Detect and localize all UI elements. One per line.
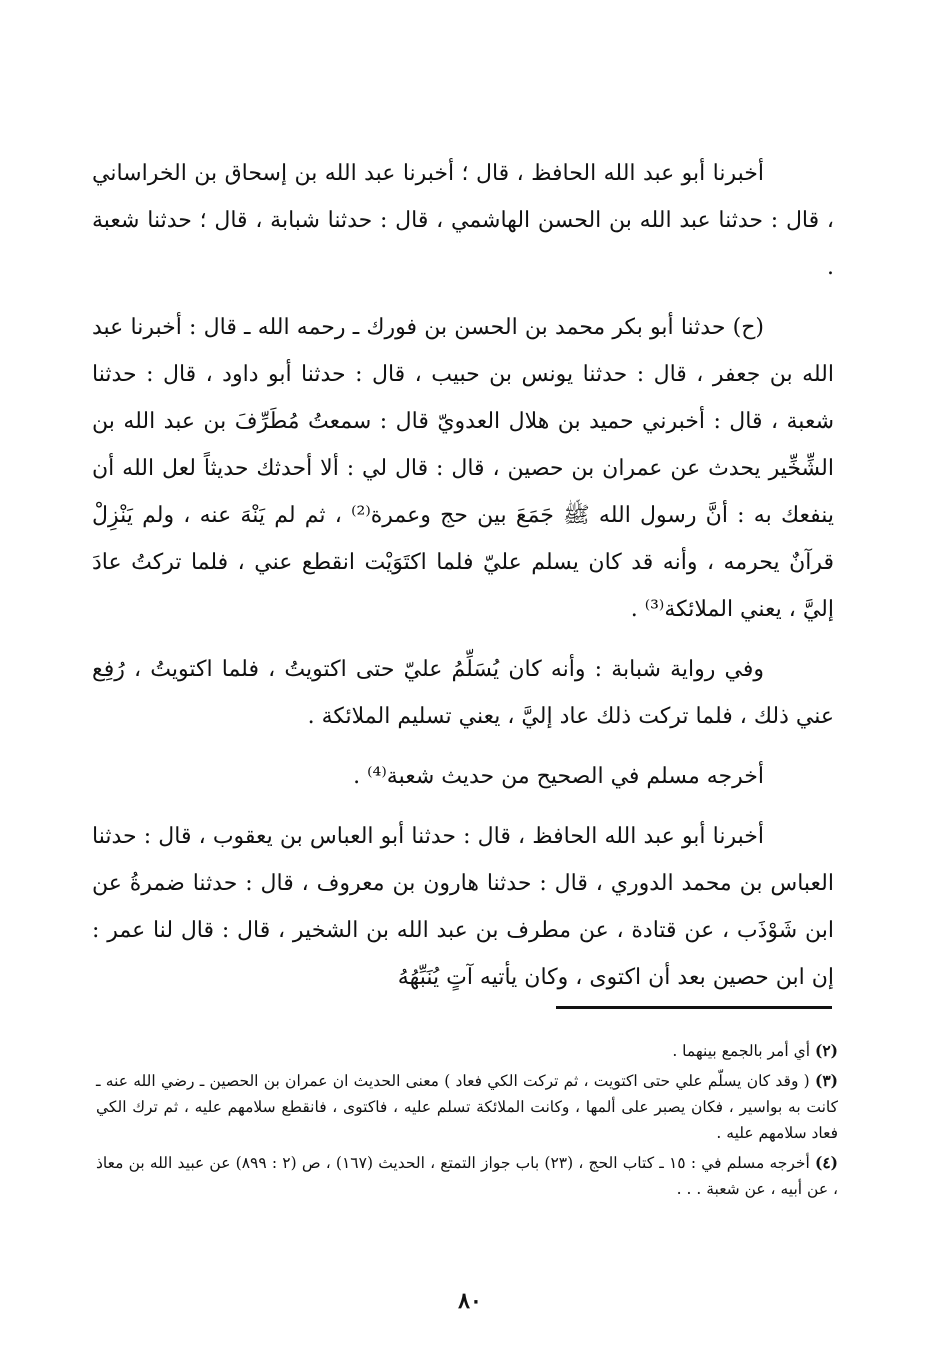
footnote-number: (٢) (814, 1041, 838, 1060)
footnote-number: (٣) (814, 1071, 838, 1090)
paragraph-2: (ح) حدثنا أبو بكر محمد بن الحسن بن فورك ـ رحمه الله ـ قال : أخبرنا عبد الله بن جعفر ، قال : حدثنا يونس بن حبيب ، قال : حدثنا أبو داود ، قال : حدثنا شعبة ، قال : أخبرني حميد بن هلال العدويّ قال : سمعتُ مُطَرِّفَ بن عبد الله بن الشِّخِّير يحدث عن عمران بن حصين ، قال : قال لي : ألا أحدثك حديثاً لعل الله أن ينفعك به : أنَّ رسول الله ﷺ جَمَعَ بين حج وعمرة⁽²⁾ ، ثم لم يَنْهَ عنه ، ولم يَنْزِلْ قرآنٌ يحرمه ، وأنه قد كان يسلم عليّ فلما اكتَوَيْت انقطع عني ، فلما تركتُ عادَ إليَّ ، يعني الملائكة⁽³⁾ . (92, 315, 834, 622)
footnotes (96, 1038, 838, 1206)
footnote-text: أخرجه مسلم في : ١٥ ـ كتاب الحج ، (٢٣) باب جواز التمتع ، الحديث (١٦٧) ، ص (٢ : ٨٩٩) عن عبيد الله بن معاذ ، عن أبيه ، عن شعبة . . . (96, 1154, 838, 1198)
main-text (92, 150, 834, 1014)
page-number: ٨٠ (458, 1288, 482, 1314)
footnote-2 (96, 1038, 838, 1064)
footnote-separator (556, 1006, 832, 1009)
footnote-4 (96, 1150, 838, 1202)
paragraph-5: أخبرنا أبو عبد الله الحافظ ، قال : حدثنا أبو العباس بن يعقوب ، قال : حدثنا العباس بن محمد الدوري ، قال : حدثنا هارون بن معروف ، قال : حدثنا ضمرةُ عن ابن شَوْذَب ، عن قتادة ، عن مطرف بن عبد الله بن الشخير ، قال : قال لنا عمر : إن ابن حصين بعد أن اكتوى ، وكان يأتيه آتٍ يُنَبِّهُهُ (92, 824, 834, 990)
footnote-text: أي أمر بالجمع بينهما . (672, 1042, 811, 1060)
paragraph-3: وفي رواية شبابة : وأنه كان يُسَلِّمُ عليّ حتى اكتويتُ ، فلما اكتويتُ ، رُفِع عني ذلك ، فلما تركت ذلك عاد إليَّ ، يعني تسليم الملائكة . (92, 657, 834, 729)
footnote-3 (96, 1068, 838, 1146)
paragraph-4: أخرجه مسلم في الصحيح من حديث شعبة⁽⁴⁾ . (353, 764, 764, 789)
footnote-number: (٤) (815, 1153, 839, 1172)
paragraph-1: أخبرنا أبو عبد الله الحافظ ، قال ؛ أخبرنا عبد الله بن إسحاق بن الخراساني ، قال : حدثنا عبد الله بن الحسن الهاشمي ، قال : حدثنا شبابة ، قال ؛ حدثنا شعبة . (92, 161, 835, 280)
footnote-text: ( وقد كان يسلّم علي حتى اكتويت ، ثم تركت الكي فعاد ) معنى الحديث ان عمران بن الحصين ـ رضي الله عنه ـ كانت به بواسير ، فكان يصبر على ألمها ، وكانت الملائكة تسلم عليه ، فاكتوى ، فانقطع سلامهم عليه ، ثم ترك الكي فعاد سلامهم عليه . (96, 1072, 838, 1142)
